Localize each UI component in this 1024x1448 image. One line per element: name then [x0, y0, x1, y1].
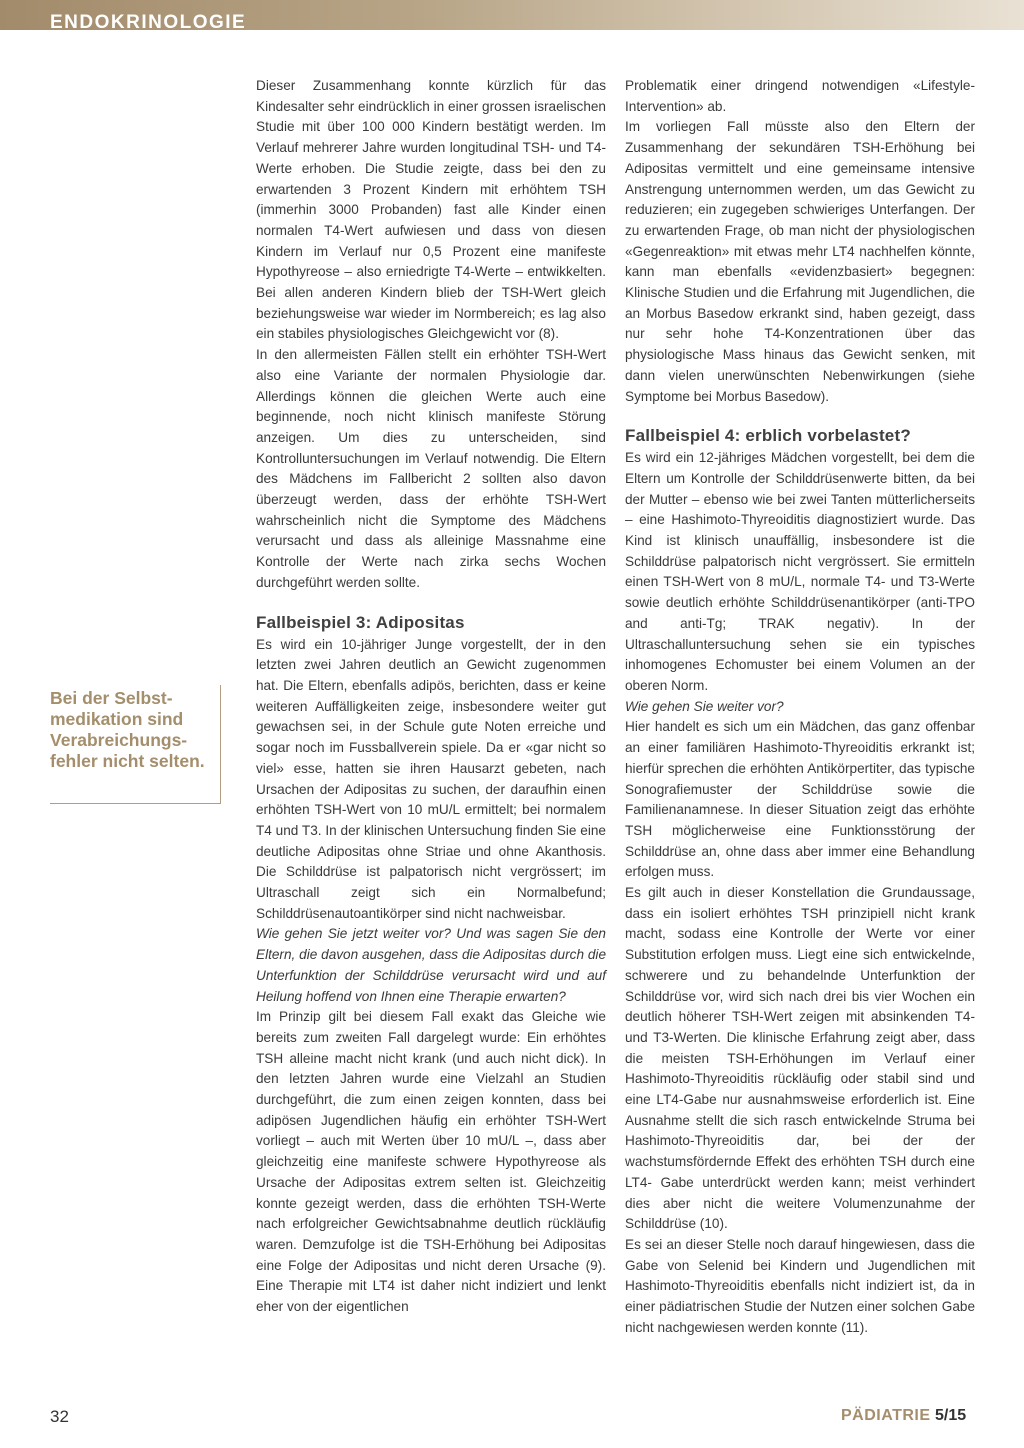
- text-column-right: [625, 76, 975, 1338]
- paragraph: Im vorliegen Fall müsste also den Eltern der Zusammenhang der sekundären TSH-Erhöhung bei Adipositas vermittelt und eine gemeinsame intensive Anstrengung unternommen werden, um das Gewicht zu reduzieren; ein zugegeben schwieriges Unterfangen. Der zu erwartenden Frage, ob man nicht der physiologischen «Gegenreaktion» mit etwas mehr LT4 nachhelfen könnte, kann man ebenfalls «evidenzbasiert» begegnen: Klinische Studien und die Erfahrung mit Jugendlichen, die an Morbus Basedow erkrankt sind, haben gezeigt, dass nur sehr hohe T4-Konzentrationen über das physiologische Mass hinaus das Gewicht senken, mit dann vielen unerwünschten Nebenwirkungen (siehe Symptome bei Morbus Basedow).: [625, 119, 975, 404]
- paragraph: Es wird ein 12-jähriges Mädchen vorgestellt, bei dem die Eltern um Kontrolle der Schilddrüsenwerte bitten, da bei der Mutter – ebenso wie bei zwei Tanten mütterlicherseits – eine Hashimoto-Thyreoiditis diagnostiziert wurde. Das Kind ist klinisch unauffällig, insbesondere ist die Schilddrüse palpatorisch nicht vergrössert. Sie ermitteln einen TSH-Wert von 8 mU/L, normale T4- und T3-Werte sowie deutlich erhöhte Schilddrüsenantikörper (anti-TPO and anti-Tg; TRAK negativ). In der Ultraschalluntersuchung sehen sie ein typisches inhomogenes Echomuster bei einem Volumen an der oberen Norm.: [625, 450, 975, 693]
- section-label: ENDOKRINOLOGIE: [50, 12, 247, 33]
- paragraph: Hier handelt es sich um ein Mädchen, das ganz offenbar an einer familiären Hashimoto-Thyreoiditis erkrankt ist; hierfür sprechen die erhöhten Antikörpertiter, das typische Sonografiemuster der Schilddrüse sowie die Familienanamnese. In dieser Situation zeigt das erhöhte TSH möglicherweise eine Funktionsstörung der Schilddrüse an, ohne dass aber immer eine Behandlung erfolgen muss.: [625, 719, 975, 880]
- section-heading: Fallbeispiel 4: erblich vorbelastet?: [625, 426, 911, 446]
- question-paragraph: Wie gehen Sie jetzt weiter vor? Und was sagen Sie den Eltern, die davon ausgehen, dass die Adipositas durch die Unterfunktion der Schilddrüse verursacht wird und auf Heilung hoffend von Ihnen eine Therapie erwarten?: [256, 926, 606, 1004]
- paragraph: Es sei an dieser Stelle noch darauf hingewiesen, dass die Gabe von Selenid bei Kindern und Jugendlichen mit Hashimoto-Thyreoiditis ebenfalls nicht indiziert ist, da in einer pädiatrischen Studie der Nutzen einer solchen Gabe nicht nachgewiesen werden konnte (11).: [625, 1236, 975, 1335]
- section-heading: Fallbeispiel 3: Adipositas: [256, 612, 465, 632]
- page-number: 32: [50, 1407, 69, 1426]
- pull-quote: [50, 685, 221, 804]
- paragraph: Problematik einer dringend notwendigen «Lifestyle-Intervention» ab.: [625, 78, 975, 114]
- text-column-left: [256, 76, 606, 1318]
- paragraph: Es gilt auch in dieser Konstellation die Grundaussage, dass ein isoliert erhöhtes TSH prinzipiell nicht krank macht, sodass eine Kontrolle der Werte vor einer Substitution erfolgen muss. Liegt eine sich entwickelnde, schwerere und zu behandelnde Unterfunktion der Schilddrüse vor, wird sich nach drei bis vier Wochen ein deutlich höherer TSH-Wert zeigen mit absinkenden T4- und T3-Werten. Die klinische Erfahrung zeigt aber, dass die meisten TSH-Erhöhungen im Verlauf einer Hashimoto-Thyreoiditis rückläufig oder stabil sind und eine LT4-Gabe nur ausnahmsweise erforderlich ist. Eine Ausnahme stellt die sich rasch entwickelnde Struma bei Hashimoto-Thyreoiditis dar, bei der der wachstumsfördernde Effekt des erhöhten TSH durch eine LT4- Gabe unterdrückt werden kann; meist verhindert dies aber nicht die weitere Volumenzunahme der Schilddrüse (10).: [625, 885, 975, 1232]
- section-header-band: [0, 0, 1024, 33]
- paragraph: Es wird ein 10-jähriger Junge vorgestellt, der in den letzten zwei Jahren deutlich an Gewicht zugenommen hat. Die Eltern, ebenfalls adipös, berichten, dass er keine weiteren Auffälligkeiten zeige, insbesondere weiter gut gewachsen sei, in der Schule gute Noten erreiche und sogar noch im Fussballverein spiele. Da er «gar nicht so viel» esse, hatten sie ihren Hausarzt gebeten, nach Ursachen der Adipositas zu suchen, der daraufhin einen erhöhten TSH-Wert von 10 mU/L ermittelt; bei normalem T4 und T3. In der klinischen Untersuchung finden Sie eine deutliche Adipositas ohne Striae und ohne Akanthosis. Die Schilddrüse ist palpatorisch nicht vergrössert; im Ultraschall zeigt sich ein Normalbefund; Schilddrüsenautoantikörper sind nicht nachweisbar.: [256, 636, 606, 921]
- paragraph: Im Prinzip gilt bei diesem Fall exakt das Gleiche wie bereits zum zweiten Fall dargelegt wurde: Ein erhöhtes TSH alleine macht nicht krank (und auch nicht dick). In den letzten Jahren wurde eine Vielzahl an Studien durchgeführt, die zum einen zeigen konnten, dass bei adipösen Jugendlichen häufig ein erhöhter TSH-Wert vorliegt – auch mit Werten über 10 mU/L –, dass aber gleichzeitig eine manifeste schwere Hypothyreose als Ursache der Adipositas extrem selten ist. Gleichzeitig konnte gezeigt werden, dass die erhöhten TSH-Werte nach erfolgreicher Gewichtsabnahme deutlich rückläufig waren. Demzufolge ist die TSH-Erhöhung bei Adipositas eine Folge der Adipositas und nicht deren Ursache (9). Eine Therapie mit LT4 ist daher nicht indiziert und lenkt eher von der eigentlichen: [256, 1009, 606, 1315]
- magazine-name: PÄDIATRIE: [841, 1407, 931, 1424]
- issue-number: 5/15: [935, 1407, 967, 1424]
- paragraph: Dieser Zusammenhang konnte kürzlich für das Kindesalter sehr eindrücklich in einer grossen israelischen Studie mit über 100 000 Kindern bestätigt werden. Im Verlauf mehrerer Jahre wurden longitudinal TSH- und T4-Werte erhoben. Die Studie zeigte, dass bei den zu erwartenden 3 Prozent Kindern mit erhöhtem TSH (immerhin 3000 Probanden) fast alle Kinder einen normalen T4-Wert aufwiesen und dass von diesen Kindern im Verlauf nur 0,5 Prozent eine manifeste Hypothyreose – also erniedrigte T4-Werte – entwikkelten. Bei allen anderen Kindern blieb der TSH-Wert gleich beziehungsweise war wieder im Normbereich; es lag also ein stabiles physiologisches Gleichgewicht vor (8).: [256, 78, 606, 342]
- footer-brand: [841, 1407, 966, 1425]
- paragraph: In den allermeisten Fällen stellt ein erhöhter TSH-Wert also eine Variante der normalen Physiologie dar. Allerdings können die gleichen Werte auch eine beginnende, noch nicht klinisch manifeste Störung anzeigen. Um dies zu unterscheiden, sind Kontrolluntersuchungen im Verlauf notwendig. Die Eltern des Mädchens im Fallbericht 2 sollten also davon überzeugt werden, dass der erhöhte TSH-Wert wahrscheinlich nicht die Symptome des Mädchens verursacht und dass als alleinige Massnahme eine Kontrolle der Werte nach zirka sechs Wochen durchgeführt werden sollte.: [256, 347, 606, 590]
- question-paragraph: Wie gehen Sie weiter vor?: [625, 698, 784, 714]
- pull-quote-text: Bei der Selbst-medikation sind Verabreichungs-fehler nicht selten.: [50, 688, 205, 771]
